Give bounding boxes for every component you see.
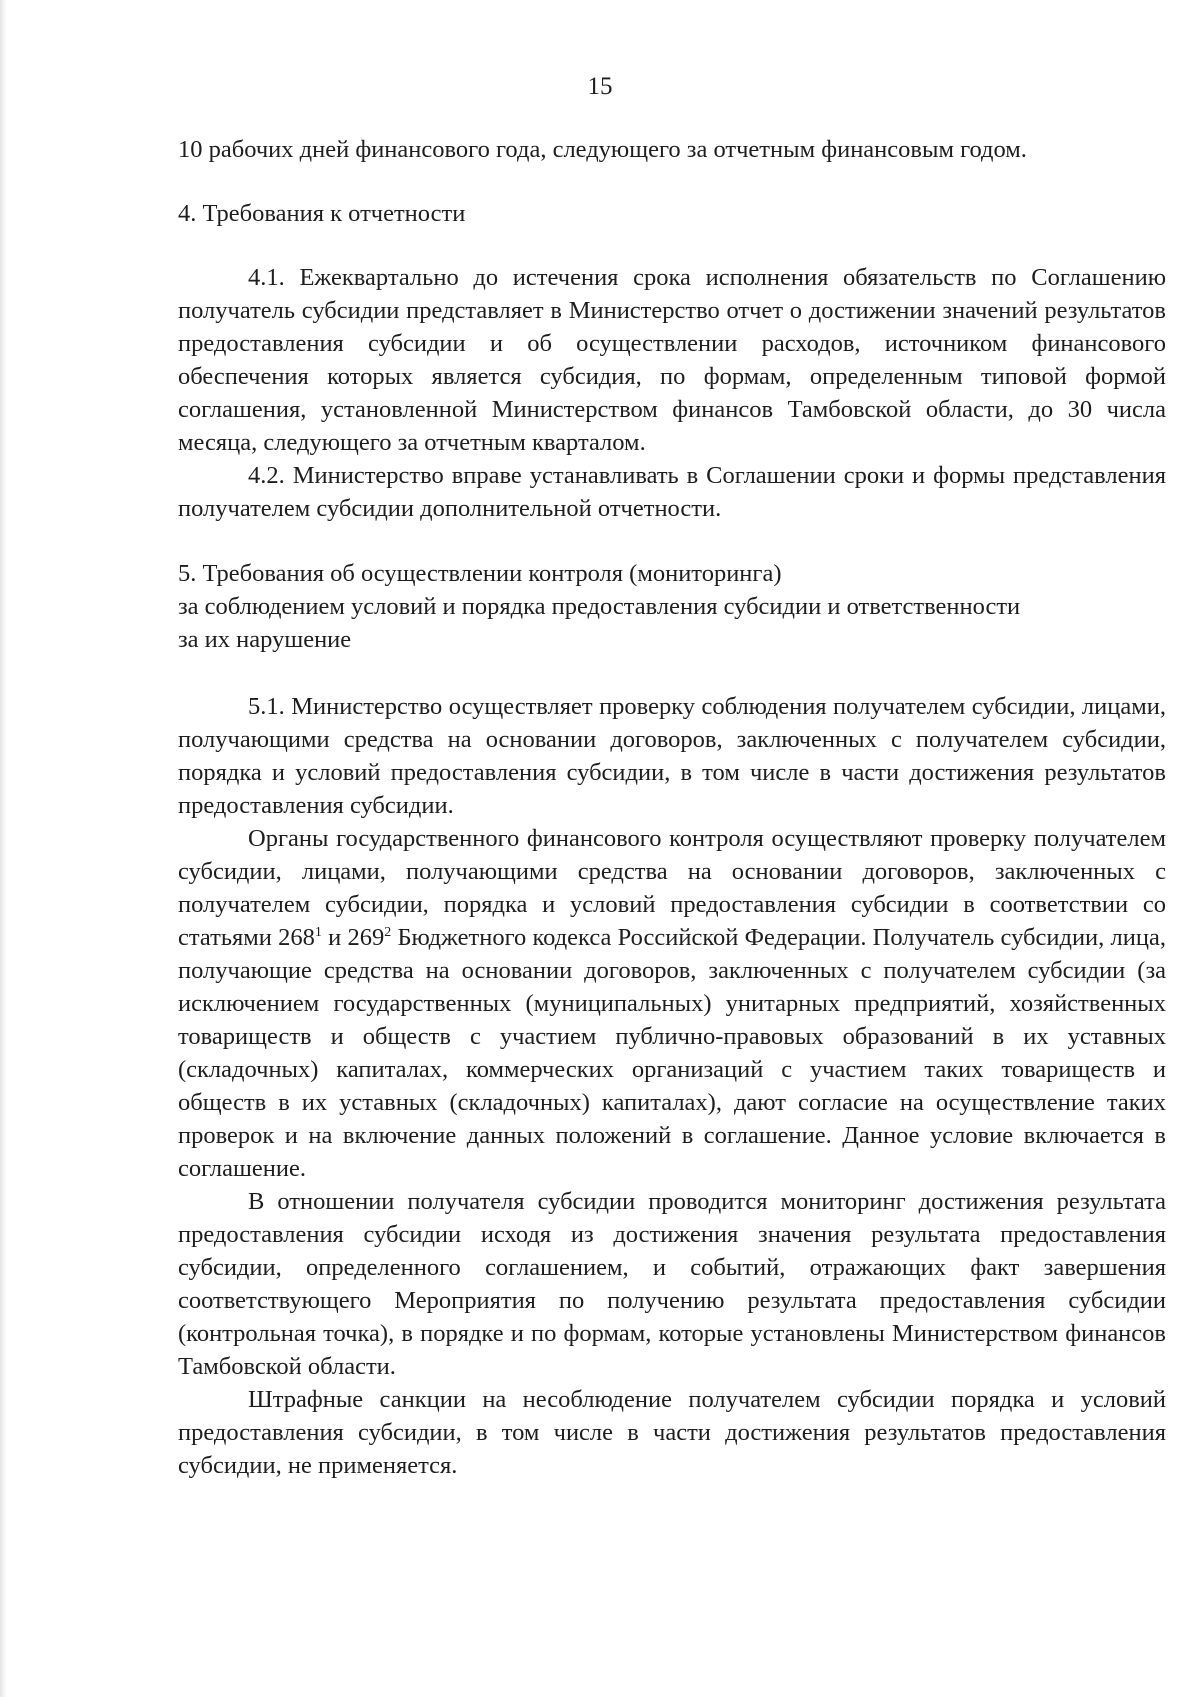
paragraph-4-1: 4.1. Ежеквартально до истечения срока исполнения обязательств по Соглашению получатель субсидии представляет в Министерство отчет о достижении значений результатов предоставления субсидии и об осуществлении расходов, источником финансового обеспечения которых является субсидия, по формам, определенным типовой формой соглашения, установленной Министерством финансов Тамбовской области, до 30 числа месяца, следующего за отчетным кварталом. bbox=[178, 264, 1166, 456]
paragraph-text: и 269 bbox=[321, 924, 385, 951]
continued-paragraph: 10 рабочих дней финансового года, следующего за отчетным финансовым годом. bbox=[178, 136, 1027, 163]
spacer bbox=[178, 525, 1166, 557]
page-number: 15 bbox=[587, 73, 613, 100]
section-5-heading-line-1: 5. Требования об осуществлении контроля (мониторинга) bbox=[178, 560, 782, 587]
paragraph-text: Органы государственного финансового контроля осуществляют проверку получателем субсидии, лицами, получающими средства на основании договоров, заключенных с получателем субсидии, порядка и условий предоставления субсидии в соответствии со статьями 268 bbox=[178, 825, 1166, 951]
spacer bbox=[178, 656, 1166, 690]
spacer bbox=[178, 230, 1166, 261]
paragraph-text: Бюджетного кодекса Российской Федерации. Получатель субсидии, лица, получающие средства на основании договоров, заключенных с получателем субсидии (за исключением государственных (муниципальных) унитарных предприятий, хозяйственных товариществ и обществ с участием публично-правовых образований в их уставных (складочных) капиталах, коммерческих организаций с участием таких товариществ и обществ в их уставных (складочных) капиталах), дают согласие на осуществление таких проверок и на включение данных положений в соглашение. Данное условие включается в соглашение. bbox=[178, 924, 1166, 1182]
article-superscript: 1 bbox=[314, 925, 322, 940]
section-5-heading-line-3: за их нарушение bbox=[178, 626, 352, 653]
paragraph-penalties: Штрафные санкции на несоблюдение получателем субсидии порядка и условий предоставления субсидии, в том числе в части достижения результатов предоставления субсидии, не применяется. bbox=[178, 1386, 1166, 1479]
document-body bbox=[178, 133, 1166, 1482]
paragraph-4-2: 4.2. Министерство вправе устанавливать в Соглашении сроки и формы представления получателем субсидии дополнительной отчетности. bbox=[178, 462, 1166, 522]
scan-edge-shadow bbox=[0, 0, 7, 1697]
paragraph-monitoring: В отношении получателя субсидии проводится мониторинг достижения результата предоставления субсидии исходя из достижения значения результата предоставления субсидии, определенного соглашением, и событий, отражающих факт завершения соответствующего Мероприятия по получению результата предоставления субсидии (контрольная точка), в порядке и по формам, которые установлены Министерством финансов Тамбовской области. bbox=[178, 1188, 1166, 1380]
article-superscript: 2 bbox=[384, 925, 392, 940]
paragraph-financial-control bbox=[178, 822, 1166, 1185]
section-5-heading-line-2: за соблюдением условий и порядка предоставления субсидии и ответственности bbox=[178, 593, 1021, 620]
paragraph-5-1: 5.1. Министерство осуществляет проверку соблюдения получателем субсидии, лицами, получающими средства на основании договоров, заключенных с получателем субсидии, порядка и условий предоставления субсидии, в том числе в части достижения результатов предоставления субсидии. bbox=[178, 693, 1166, 819]
spacer bbox=[178, 166, 1166, 197]
section-4-heading: 4. Требования к отчетности bbox=[178, 200, 466, 227]
